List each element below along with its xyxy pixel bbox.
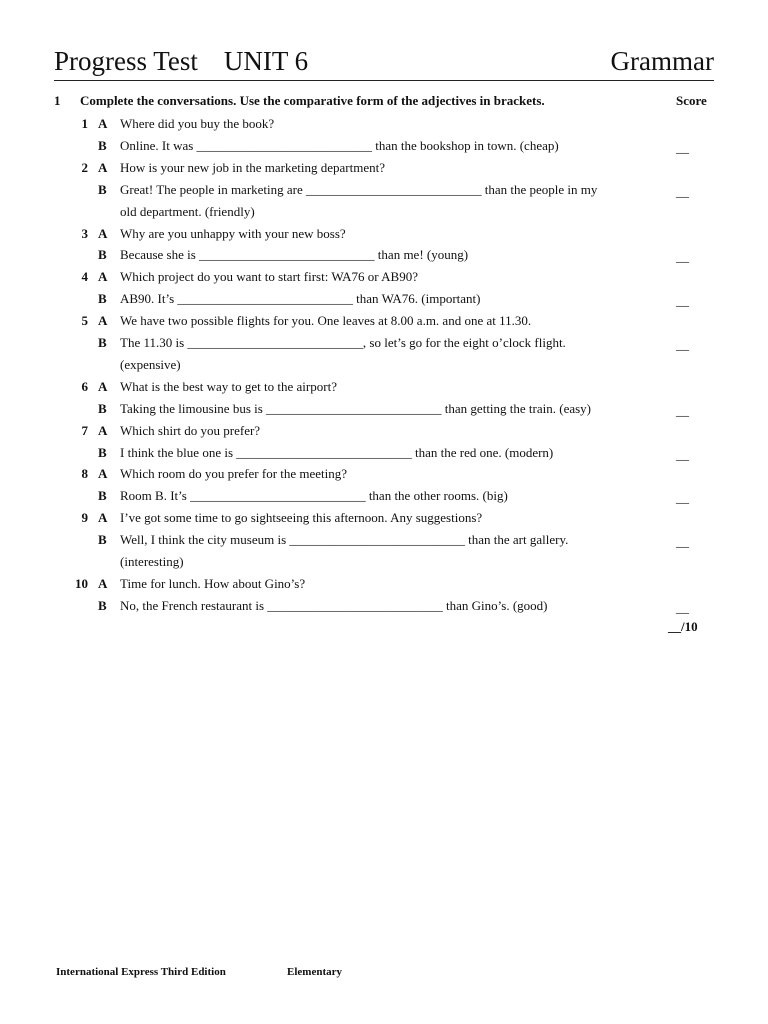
conversation-text: How is your new job in the marketing department? xyxy=(120,159,385,175)
score-blank: __ xyxy=(676,337,689,352)
conversation-text: I’ve got some time to go sightseeing this afternoon. Any suggestions? xyxy=(120,510,483,526)
speaker-label: A xyxy=(98,116,108,131)
speaker-label: A xyxy=(98,466,108,482)
speaker-label: B xyxy=(98,444,107,460)
speaker-label: B xyxy=(98,488,107,504)
conversation-text: (interesting) xyxy=(120,554,184,569)
item-number: 1 xyxy=(81,116,88,131)
score-blank: __ xyxy=(676,534,689,550)
speaker-label: A xyxy=(98,269,108,285)
score-blank: __ xyxy=(676,249,689,265)
exercise-line xyxy=(0,269,768,291)
exercise-line xyxy=(0,291,768,313)
exercise-line xyxy=(0,423,768,445)
exercise-line xyxy=(0,313,768,335)
conversation-text: AB90. It’s ___________________________ than WA76. (important) xyxy=(120,291,481,307)
conversation-text: Why are you unhappy with your new boss? xyxy=(120,225,346,241)
score-blank: __ xyxy=(676,599,689,615)
speaker-label: A xyxy=(98,510,108,526)
score-blank: __ xyxy=(676,139,689,155)
conversation-text: Time for lunch. How about Gino’s? xyxy=(120,575,306,591)
exercise-line xyxy=(0,204,768,226)
speaker-label: A xyxy=(98,225,108,241)
exercise-line xyxy=(0,116,768,138)
item-number: 10 xyxy=(75,575,88,591)
exercise-line xyxy=(0,488,768,510)
exercise-line xyxy=(0,401,768,423)
exercise-line xyxy=(0,379,768,401)
exercise-line xyxy=(0,510,768,532)
score-blank: __ xyxy=(676,183,689,199)
footer-level: Elementary xyxy=(287,966,342,978)
conversation-text: Which project do you want to start first: WA76 or AB90? xyxy=(120,269,418,285)
conversation-text: Where did you buy the book? xyxy=(120,116,275,131)
conversation-text: Well, I think the city museum is ___________________________ than the art gallery. xyxy=(120,532,569,548)
exercise-line xyxy=(0,445,768,467)
exercise-line xyxy=(0,138,768,160)
speaker-label: B xyxy=(98,137,107,153)
item-number: 3 xyxy=(81,225,88,241)
speaker-label: B xyxy=(98,532,107,548)
exercise-line xyxy=(0,357,768,379)
exercise-line xyxy=(0,335,768,357)
header-unit: UNIT 6 xyxy=(223,46,309,76)
item-number: 9 xyxy=(81,510,88,526)
speaker-label: A xyxy=(98,378,108,394)
score-blank: __ xyxy=(676,446,689,462)
score-blank: __ xyxy=(676,490,689,506)
item-number: 7 xyxy=(81,422,88,438)
speaker-label: A xyxy=(98,575,108,591)
item-number: 4 xyxy=(81,269,88,285)
score-heading: Score xyxy=(676,93,707,108)
section-number: 1 xyxy=(54,93,61,108)
speaker-label: A xyxy=(98,313,108,329)
section-instruction: Complete the conversations. Use the comparative form of the adjectives in brackets. xyxy=(80,93,545,108)
conversation-text: Which room do you prefer for the meeting? xyxy=(120,466,348,482)
conversation-text: We have two possible flights for you. One leaves at 8.00 a.m. and one at 11.30. xyxy=(120,313,532,329)
exercise-line xyxy=(0,247,768,269)
item-number: 2 xyxy=(81,159,88,175)
header-section-title: Grammar xyxy=(610,46,714,76)
speaker-label: A xyxy=(98,159,108,175)
conversation-text: Which shirt do you prefer? xyxy=(120,422,261,438)
footer-book-title: International Express Third Edition xyxy=(56,966,226,978)
exercise-line xyxy=(0,598,768,620)
conversation-text: Great! The people in marketing are ___________________________ than the people in my xyxy=(120,181,598,197)
conversation-text: The 11.30 is ___________________________, so let’s go for the eight o’clock flight. xyxy=(120,335,566,350)
exercise-line xyxy=(0,182,768,204)
speaker-label: B xyxy=(98,291,107,307)
header-title: Progress Test xyxy=(54,46,198,76)
exercise-line xyxy=(0,576,768,598)
exercise-line xyxy=(0,554,768,576)
speaker-label: B xyxy=(98,597,107,613)
exercise-line xyxy=(0,160,768,182)
conversation-text: No, the French restaurant is ___________________________ than Gino’s. (good) xyxy=(120,597,548,613)
conversation-text: What is the best way to get to the airport? xyxy=(120,378,337,394)
score-blank: __ xyxy=(676,293,689,309)
speaker-label: B xyxy=(98,400,107,416)
item-number: 5 xyxy=(81,313,88,329)
speaker-label: B xyxy=(98,335,107,350)
item-number: 6 xyxy=(81,378,88,394)
exercise-line xyxy=(0,226,768,248)
exercise-line xyxy=(0,532,768,554)
conversation-text: Online. It was ___________________________ than the bookshop in town. (cheap) xyxy=(120,137,559,153)
conversation-text: Room B. It’s ___________________________ than the other rooms. (big) xyxy=(120,488,508,504)
conversation-text: old department. (friendly) xyxy=(120,203,255,219)
conversation-text: Taking the limousine bus is ___________________________ than getting the train. (easy) xyxy=(120,400,592,416)
item-number: 8 xyxy=(81,466,88,482)
conversation-text: Because she is ___________________________ than me! (young) xyxy=(120,247,469,263)
exercise-line xyxy=(0,466,768,488)
speaker-label: B xyxy=(98,181,107,197)
score-blank: __ xyxy=(676,402,689,418)
total-score: __/10 xyxy=(668,619,698,634)
conversation-text: (expensive) xyxy=(120,356,181,372)
speaker-label: B xyxy=(98,247,107,263)
speaker-label: A xyxy=(98,422,108,438)
conversation-text: I think the blue one is ___________________________ than the red one. (modern) xyxy=(120,444,554,460)
